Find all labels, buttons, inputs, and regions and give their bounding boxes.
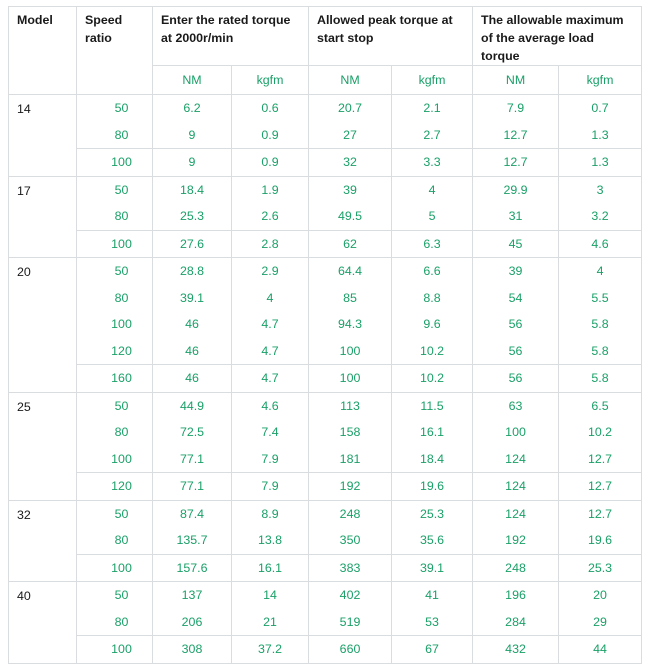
value-cell: 14 (232, 582, 309, 609)
value-cell: 10.2 (392, 365, 473, 393)
table-row (9, 149, 642, 177)
value-cell: 7.4 (232, 419, 309, 446)
value-cell: 6.6 (392, 258, 473, 285)
value-cell: 27 (309, 122, 392, 149)
table-row (9, 176, 642, 203)
value-cell: 6.5 (559, 392, 642, 419)
table-row (9, 609, 642, 636)
value-cell: 113 (309, 392, 392, 419)
value-cell: 11.5 (392, 392, 473, 419)
value-cell: 21 (232, 609, 309, 636)
header-peak-torque: Allowed peak torque at start stop (309, 7, 473, 66)
value-cell: 49.5 (309, 203, 392, 230)
speed-ratio-cell: 80 (77, 609, 153, 636)
value-cell: 25.3 (392, 500, 473, 527)
value-cell: 32 (309, 149, 392, 177)
value-cell: 2.1 (392, 95, 473, 122)
value-cell: 3.2 (559, 203, 642, 230)
value-cell: 100 (309, 338, 392, 365)
table-row (9, 338, 642, 365)
value-cell: 2.7 (392, 122, 473, 149)
value-cell: 28.8 (153, 258, 232, 285)
value-cell: 12.7 (559, 446, 642, 473)
value-cell: 4 (232, 285, 309, 312)
value-cell: 4.7 (232, 311, 309, 338)
value-cell: 124 (473, 446, 559, 473)
value-cell: 44.9 (153, 392, 232, 419)
value-cell: 20.7 (309, 95, 392, 122)
speed-ratio-cell: 50 (77, 392, 153, 419)
value-cell: 4.6 (559, 230, 642, 258)
table-row (9, 446, 642, 473)
value-cell: 124 (473, 473, 559, 501)
unit-kgfm: kgfm (232, 66, 309, 95)
value-cell: 8.9 (232, 500, 309, 527)
value-cell: 35.6 (392, 527, 473, 554)
value-cell: 12.7 (559, 473, 642, 501)
value-cell: 5.8 (559, 365, 642, 393)
speed-ratio-cell: 50 (77, 176, 153, 203)
value-cell: 19.6 (392, 473, 473, 501)
value-cell: 13.8 (232, 527, 309, 554)
value-cell: 2.9 (232, 258, 309, 285)
value-cell: 87.4 (153, 500, 232, 527)
value-cell: 67 (392, 636, 473, 664)
value-cell: 100 (309, 365, 392, 393)
value-cell: 39 (309, 176, 392, 203)
value-cell: 7.9 (232, 473, 309, 501)
speed-ratio-cell: 50 (77, 500, 153, 527)
value-cell: 10.2 (559, 419, 642, 446)
value-cell: 660 (309, 636, 392, 664)
speed-ratio-cell: 80 (77, 419, 153, 446)
value-cell: 46 (153, 338, 232, 365)
model-cell: 32 (9, 500, 77, 582)
value-cell: 45 (473, 230, 559, 258)
table-row (9, 419, 642, 446)
value-cell: 94.3 (309, 311, 392, 338)
value-cell: 3.3 (392, 149, 473, 177)
value-cell: 9 (153, 149, 232, 177)
model-cell: 25 (9, 392, 77, 500)
value-cell: 18.4 (392, 446, 473, 473)
value-cell: 31 (473, 203, 559, 230)
value-cell: 196 (473, 582, 559, 609)
model-cell: 40 (9, 582, 77, 664)
value-cell: 2.8 (232, 230, 309, 258)
table-row (9, 122, 642, 149)
value-cell: 56 (473, 365, 559, 393)
value-cell: 0.9 (232, 122, 309, 149)
value-cell: 206 (153, 609, 232, 636)
speed-ratio-cell: 80 (77, 527, 153, 554)
value-cell: 0.7 (559, 95, 642, 122)
value-cell: 137 (153, 582, 232, 609)
table-row (9, 473, 642, 501)
unit-nm: NM (153, 66, 232, 95)
value-cell: 158 (309, 419, 392, 446)
value-cell: 62 (309, 230, 392, 258)
speed-ratio-cell: 50 (77, 258, 153, 285)
torque-table-container (8, 6, 642, 664)
value-cell: 44 (559, 636, 642, 664)
value-cell: 46 (153, 365, 232, 393)
value-cell: 12.7 (473, 149, 559, 177)
value-cell: 3 (559, 176, 642, 203)
value-cell: 402 (309, 582, 392, 609)
value-cell: 39.1 (153, 285, 232, 312)
value-cell: 77.1 (153, 473, 232, 501)
value-cell: 192 (473, 527, 559, 554)
value-cell: 85 (309, 285, 392, 312)
value-cell: 39.1 (392, 554, 473, 582)
value-cell: 29.9 (473, 176, 559, 203)
value-cell: 5.5 (559, 285, 642, 312)
unit-nm: NM (309, 66, 392, 95)
table-row (9, 582, 642, 609)
value-cell: 54 (473, 285, 559, 312)
value-cell: 4 (559, 258, 642, 285)
value-cell: 4.6 (232, 392, 309, 419)
value-cell: 64.4 (309, 258, 392, 285)
unit-kgfm: kgfm (559, 66, 642, 95)
table-row (9, 285, 642, 312)
speed-ratio-cell: 100 (77, 230, 153, 258)
value-cell: 18.4 (153, 176, 232, 203)
value-cell: 77.1 (153, 446, 232, 473)
value-cell: 4.7 (232, 338, 309, 365)
speed-ratio-cell: 50 (77, 582, 153, 609)
speed-ratio-cell: 80 (77, 122, 153, 149)
value-cell: 5 (392, 203, 473, 230)
value-cell: 56 (473, 338, 559, 365)
value-cell: 4.7 (232, 365, 309, 393)
model-cell: 14 (9, 95, 77, 177)
speed-ratio-cell: 100 (77, 446, 153, 473)
value-cell: 9.6 (392, 311, 473, 338)
value-cell: 6.3 (392, 230, 473, 258)
speed-ratio-cell: 100 (77, 149, 153, 177)
model-cell: 17 (9, 176, 77, 258)
value-cell: 4 (392, 176, 473, 203)
value-cell: 46 (153, 311, 232, 338)
value-cell: 5.8 (559, 338, 642, 365)
value-cell: 6.2 (153, 95, 232, 122)
value-cell: 248 (309, 500, 392, 527)
table-row (9, 258, 642, 285)
header-speed-ratio: Speed ratio (77, 7, 153, 95)
value-cell: 16.1 (392, 419, 473, 446)
value-cell: 72.5 (153, 419, 232, 446)
speed-ratio-cell: 80 (77, 203, 153, 230)
table-row (9, 365, 642, 393)
speed-ratio-cell: 100 (77, 636, 153, 664)
value-cell: 20 (559, 582, 642, 609)
speed-ratio-cell: 100 (77, 311, 153, 338)
value-cell: 27.6 (153, 230, 232, 258)
value-cell: 284 (473, 609, 559, 636)
value-cell: 135.7 (153, 527, 232, 554)
value-cell: 56 (473, 311, 559, 338)
value-cell: 7.9 (232, 446, 309, 473)
value-cell: 7.9 (473, 95, 559, 122)
value-cell: 383 (309, 554, 392, 582)
value-cell: 100 (473, 419, 559, 446)
table-row (9, 554, 642, 582)
table-row (9, 636, 642, 664)
value-cell: 25.3 (153, 203, 232, 230)
value-cell: 1.3 (559, 122, 642, 149)
value-cell: 12.7 (559, 500, 642, 527)
table-row (9, 311, 642, 338)
value-cell: 29 (559, 609, 642, 636)
value-cell: 308 (153, 636, 232, 664)
value-cell: 63 (473, 392, 559, 419)
value-cell: 9 (153, 122, 232, 149)
speed-ratio-cell: 160 (77, 365, 153, 393)
unit-nm: NM (473, 66, 559, 95)
speed-ratio-cell: 120 (77, 338, 153, 365)
value-cell: 2.6 (232, 203, 309, 230)
value-cell: 53 (392, 609, 473, 636)
header-average-load-torque: The allowable maximum of the average load torque (473, 7, 642, 66)
value-cell: 16.1 (232, 554, 309, 582)
speed-ratio-cell: 100 (77, 554, 153, 582)
unit-kgfm: kgfm (392, 66, 473, 95)
value-cell: 25.3 (559, 554, 642, 582)
value-cell: 0.9 (232, 149, 309, 177)
speed-ratio-cell: 120 (77, 473, 153, 501)
value-cell: 519 (309, 609, 392, 636)
value-cell: 192 (309, 473, 392, 501)
value-cell: 19.6 (559, 527, 642, 554)
table-row (9, 527, 642, 554)
header-rated-torque: Enter the rated torque at 2000r/min (153, 7, 309, 66)
table-row (9, 230, 642, 258)
table-row (9, 500, 642, 527)
value-cell: 41 (392, 582, 473, 609)
table-row (9, 95, 642, 122)
torque-table (8, 6, 642, 664)
value-cell: 0.6 (232, 95, 309, 122)
value-cell: 8.8 (392, 285, 473, 312)
value-cell: 39 (473, 258, 559, 285)
value-cell: 124 (473, 500, 559, 527)
model-cell: 20 (9, 258, 77, 393)
speed-ratio-cell: 80 (77, 285, 153, 312)
value-cell: 10.2 (392, 338, 473, 365)
value-cell: 1.3 (559, 149, 642, 177)
value-cell: 37.2 (232, 636, 309, 664)
value-cell: 157.6 (153, 554, 232, 582)
header-model: Model (9, 7, 77, 95)
value-cell: 1.9 (232, 176, 309, 203)
value-cell: 432 (473, 636, 559, 664)
table-body (9, 95, 642, 664)
value-cell: 248 (473, 554, 559, 582)
value-cell: 350 (309, 527, 392, 554)
table-row (9, 392, 642, 419)
table-row (9, 203, 642, 230)
value-cell: 12.7 (473, 122, 559, 149)
value-cell: 181 (309, 446, 392, 473)
speed-ratio-cell: 50 (77, 95, 153, 122)
value-cell: 5.8 (559, 311, 642, 338)
